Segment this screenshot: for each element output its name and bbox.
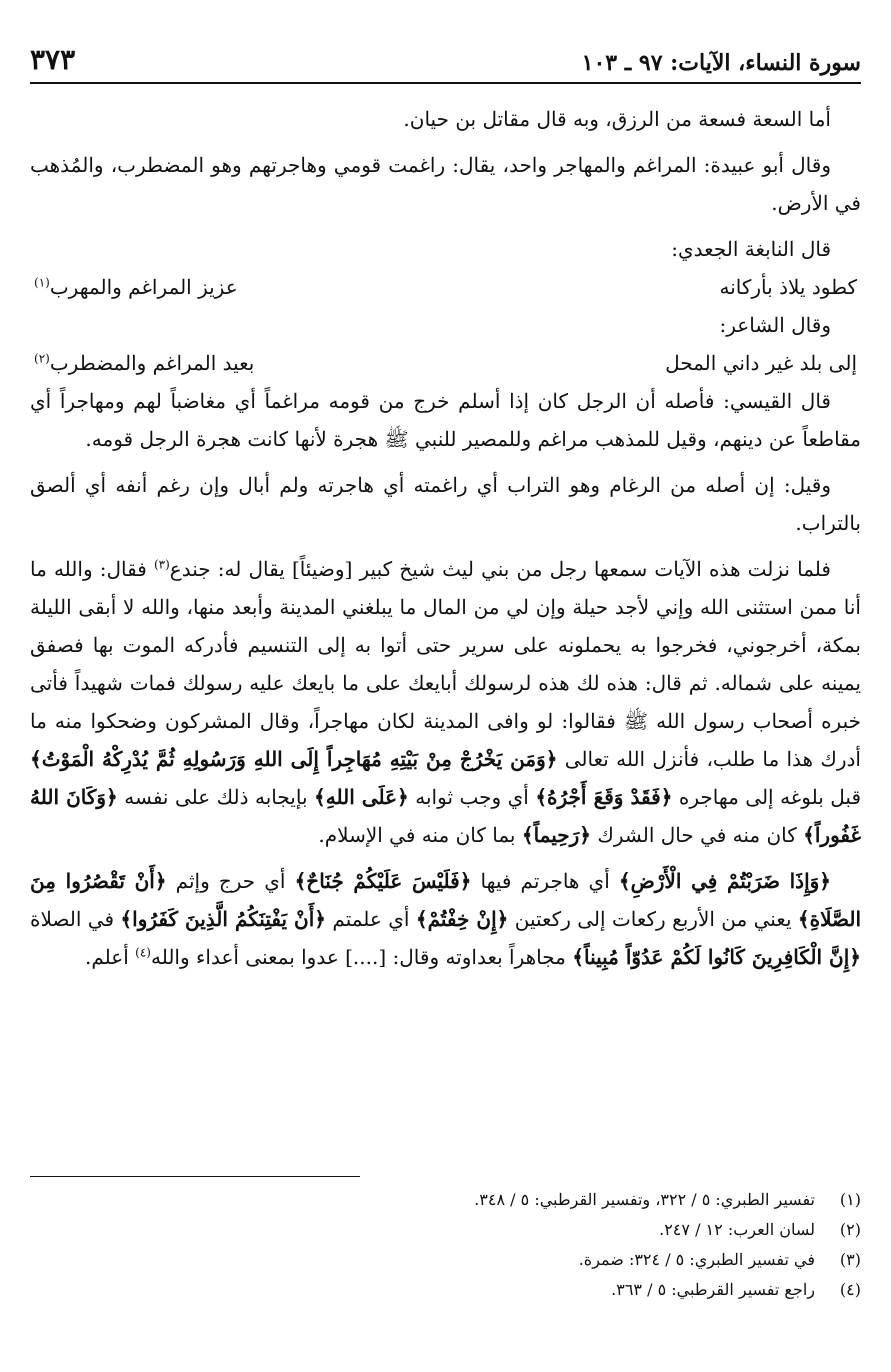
footnote: (١) تفسير الطبري: ٥ / ٣٢٢، وتفسير القرطبي: ٥ / ٣٤٨. [474, 1190, 861, 1209]
quran-quote: ﴿فَلَيْسَ عَلَيْكُمْ جُنَاحٌ﴾ [294, 869, 472, 893]
verse-hemistich: عزيز المراغم والمهرب$^{(١)}$ [34, 275, 238, 299]
footnote-ref: (٤) [135, 945, 151, 960]
paragraph: قال النابغة الجعدي: [671, 237, 831, 261]
paragraph: وقيل: إن أصله من الرغام وهو التراب أي راغمته أي هاجرته ولم أبال وإن رغم أنفه أي ألصق بالتراب. [30, 473, 861, 535]
footnote: (٤) راجع تفسير القرطبي: ٥ / ٣٦٣. [611, 1280, 861, 1299]
verse-hemistich: إلى بلد غير داني المحل [665, 351, 857, 375]
footnote-ref: (٣) [153, 557, 170, 572]
paragraph: أما السعة فسعة من الرزق، وبه قال مقاتل بن حيان. [403, 107, 831, 131]
poem-verse [30, 344, 861, 382]
paragraph: وقال الشاعر: [719, 313, 831, 337]
verse-hemistich: بعيد المراغم والمضطرب$^{(٢)}$ [34, 351, 255, 375]
quran-quote: ﴿وَمَن يَخْرُجْ مِنْ بَيْتِهِ مُهَاجِراً إِلَى اللهِ وَرَسُولِهِ ثُمَّ يُدْرِكْهُ الْمَوْتُ﴾ [30, 747, 558, 771]
running-title: سورة النساء، الآيات: ٩٧ ـ ١٠٣ [581, 50, 861, 76]
footnote-ref: (١) [34, 275, 50, 290]
verse-hemistich: كطود يلاذ بأركانه [719, 275, 857, 299]
poem-verse [30, 268, 861, 306]
footnotes [30, 1176, 861, 1305]
quran-quote: ﴿عَلَى اللهِ﴾ [314, 785, 409, 809]
quran-quote: ﴿وَكَانَ اللهُ غَفُوراً﴾ [30, 785, 861, 847]
quran-quote: ﴿فَقَدْ وَقَعَ أَجْرُهُ﴾ [535, 785, 673, 809]
paragraph: فلما نزلت هذه الآيات سمعها رجل من بني ليث شيخ كبير [وضيئاً] يقال له: جندع$^{(٣)}$ فقال: والله ما أنا ممن استثنى الله وإني لأجد حيلة وإن لي من المال ما يبلغني المدينة وأبعد منها، والله لا أبقى الليلة بمكة، أخرجوني، فخرجوا به يحملونه على سرير حتى أتوا به إلى التنسيم فأدركه الموت بها فصفق يمينه على شماله. ثم قال: هذه لك هذه لرسولك أبايعك على ما بايعك عليه رسولك فمات شهيداً فأتى خبره أصحاب رسول الله ﷺ فقالوا: لو وافى المدينة لكان مهاجراً، وقال المشركون وضحكوا منه ما أدرك هذا ما طلب، فأنزل الله تعالى ﴿وَمَن يَخْرُجْ مِنْ بَيْتِهِ مُهَاجِراً إِلَى اللهِ وَرَسُولِهِ ثُمَّ يُدْرِكْهُ الْمَوْتُ﴾ قبل بلوغه إلى مهاجره ﴿فَقَدْ وَقَعَ أَجْرُهُ﴾ أي وجب ثوابه ﴿عَلَى اللهِ﴾ بإيجابه ذلك على نفسه ﴿وَكَانَ اللهُ غَفُوراً﴾ كان منه في حال الشرك ﴿رَحِيماً﴾ بما كان منه في الإسلام. [30, 557, 862, 847]
paragraph: ﴿وَإِذَا ضَرَبْتُمْ فِي الْأَرْضِ﴾ أي هاجرتم فيها ﴿فَلَيْسَ عَلَيْكُمْ جُنَاحٌ﴾ أي حرج وإثم ﴿أَنْ تَقْصُرُوا مِنَ الصَّلَاةِ﴾ يعني من الأربع ركعات إلى ركعتين ﴿إِنْ خِفْتُمْ﴾ أي علمتم ﴿أَنْ يَفْتِنَكُمُ الَّذِينَ كَفَرُوا﴾ في الصلاة ﴿إِنَّ الْكَافِرِينَ كَانُوا لَكُمْ عَدُوّاً مُبِيناً﴾ مجاهراً بعداوته وقال: [....] عدوا بمعنى أعداء والله$^{(٤)}$ أعلم. [30, 869, 862, 969]
main-text [30, 100, 861, 976]
paragraph: وقال أبو عبيدة: المراغم والمهاجر واحد، يقال: راغمت قومي وهاجرتهم وهو المضطرب، والمُذهب في الأرض. [30, 153, 861, 215]
quran-quote: ﴿إِنْ خِفْتُمْ﴾ [415, 907, 509, 931]
footnote-divider [30, 1176, 360, 1177]
footnote: (٢) لسان العرب: ١٢ / ٢٤٧. [659, 1220, 861, 1239]
page-header [30, 44, 861, 84]
footnote-ref: (٢) [34, 351, 50, 366]
paragraph: قال القيسي: فأصله أن الرجل كان إذا أسلم خرج من قومه مراغماً أي مغاضباً لهم ومهاجراً أي مقاطعاً عن دينهم، وقيل للمذهب مراغم وللمصير للنبي ﷺ هجرة لأنها كانت هجرة الرجل قومه. [30, 389, 861, 451]
quran-quote: ﴿رَحِيماً﴾ [521, 823, 591, 847]
quran-quote: ﴿وَإِذَا ضَرَبْتُمْ فِي الْأَرْضِ﴾ [618, 869, 832, 893]
quran-quote: ﴿إِنَّ الْكَافِرِينَ كَانُوا لَكُمْ عَدُوّاً مُبِيناً﴾ [572, 945, 861, 969]
quran-quote: ﴿أَنْ يَفْتِنَكُمُ الَّذِينَ كَفَرُوا﴾ [120, 907, 326, 931]
quran-quote: ﴿أَنْ تَقْصُرُوا مِنَ الصَّلَاةِ﴾ [30, 869, 862, 931]
footnote: (٣) في تفسير الطبري: ٥ / ٣٢٤: ضمرة. [578, 1250, 861, 1269]
page-number: ٣٧٣ [30, 43, 76, 76]
